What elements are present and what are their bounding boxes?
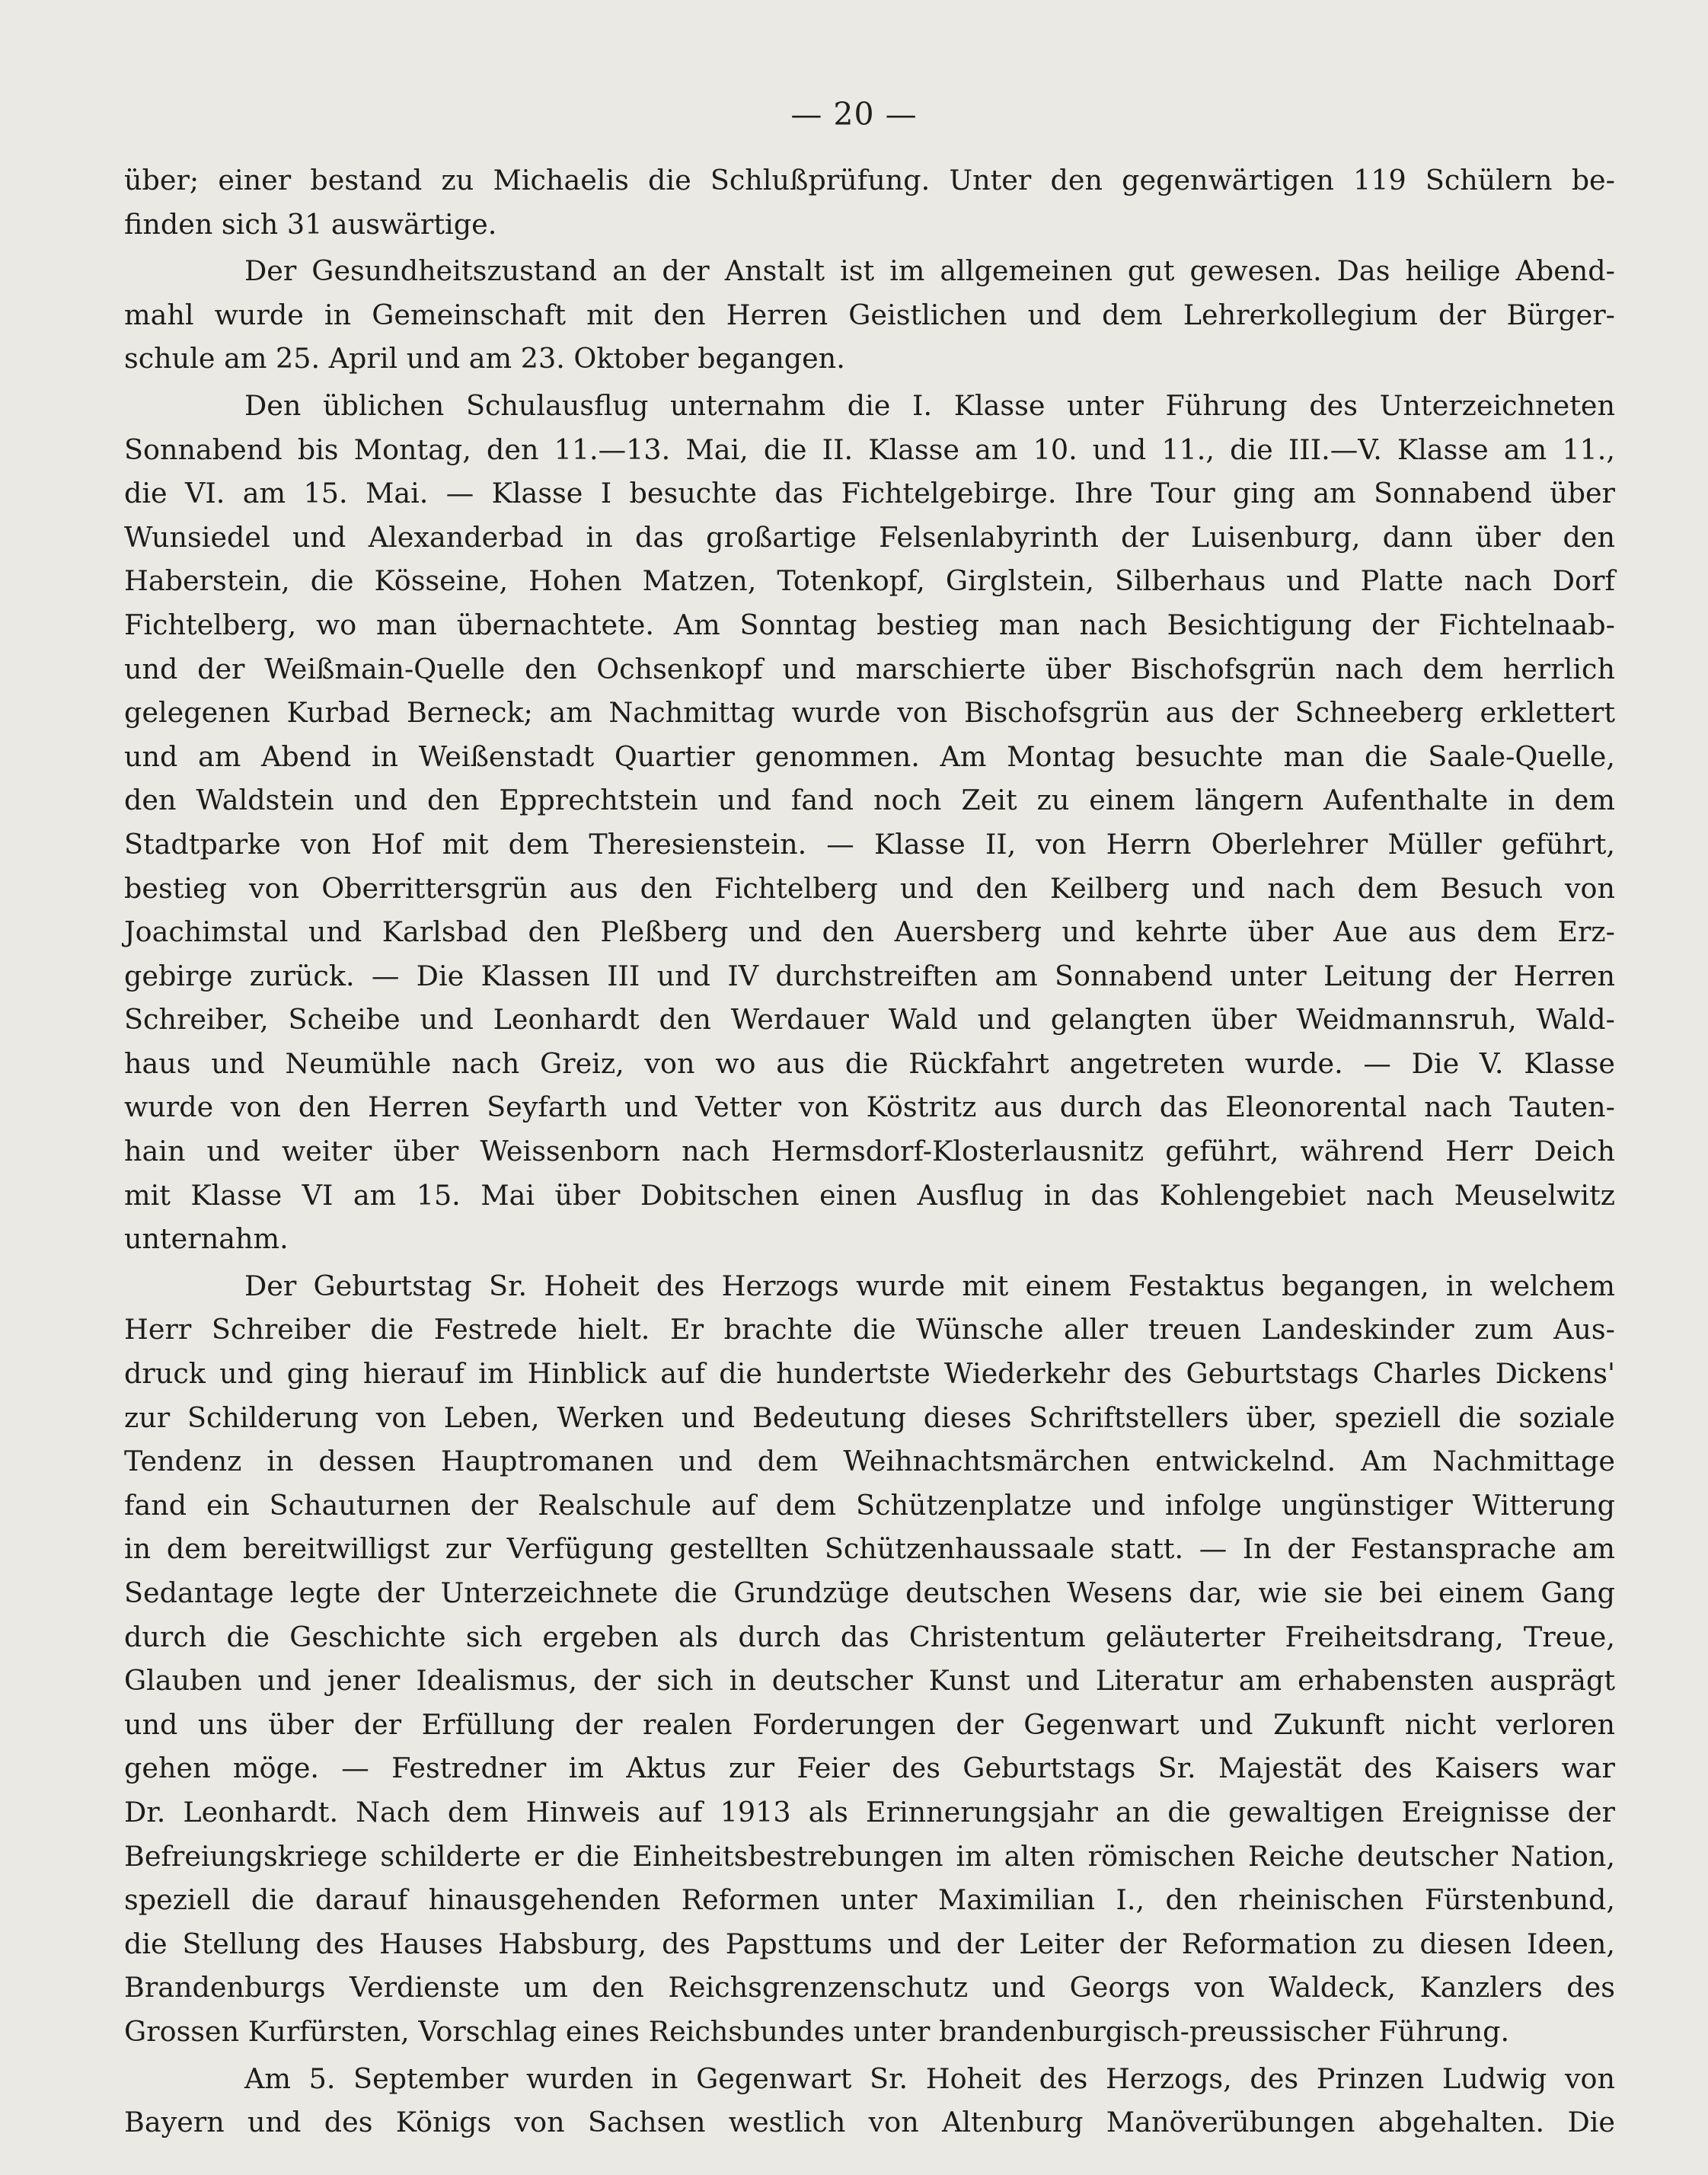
text-line: bestieg von Oberrittersgrün aus den Fichtelberg und den Keilberg und nach dem Besuch von	[124, 871, 1615, 905]
text-line: mahl wurde in Gemeinschaft mit den Herren Geistlichen und dem Lehrerkollegium der Bürger-	[124, 298, 1615, 331]
paragraph	[124, 249, 1615, 381]
text-line: durch die Geschichte sich ergeben als durch das Christentum geläuterter Freiheitsdrang, Treue,	[124, 1620, 1615, 1653]
text-line: Am 5. September wurden in Gegenwart Sr. Hoheit des Herzogs, des Prinzen Ludwig von	[244, 2062, 1615, 2095]
text-line: gebirge zurück. — Die Klassen III und IV durchstreiften am Sonnabend unter Leitung der Herren	[124, 959, 1615, 992]
text-line: Glauben und jener Idealismus, der sich in deutscher Kunst und Literatur am erhabensten ausprägt	[124, 1664, 1615, 1698]
text-line: Den üblichen Schulausflug unternahm die I. Klasse unter Führung des Unterzeichneten	[244, 388, 1615, 422]
text-line: in dem bereitwilligst zur Verfügung gestellten Schützenhaussaale statt. — In der Festansprache am	[124, 1532, 1615, 1566]
text-line: und uns über der Erfüllung der realen Forderungen der Gegenwart und Zukunft nicht verloren	[124, 1707, 1615, 1741]
text-line: Haberstein, die Kösseine, Hohen Matzen, Totenkopf, Girglstein, Silberhaus und Platte nach Dorf	[124, 564, 1615, 598]
text-line: und am Abend in Weißenstadt Quartier genommen. Am Montag besuchte man die Saale-Quelle,	[124, 739, 1615, 773]
paragraph	[124, 384, 1615, 1261]
text-line: Sedantage legte der Unterzeichnete die Grundzüge deutschen Wesens dar, wie sie bei einem Gang	[124, 1576, 1615, 1609]
text-line: Bayern und des Königs von Sachsen westlich von Altenburg Manöverübungen abgehalten. Die	[124, 2106, 1615, 2139]
text-line: Brandenburgs Verdienste um den Reichsgrenzenschutz und Georgs von Waldeck, Kanzlers des	[124, 1971, 1615, 2004]
paragraph	[124, 158, 1615, 246]
text-line: unternahm.	[124, 1222, 289, 1256]
text-line: zur Schilderung von Leben, Werken und Bedeutung dieses Schriftstellers über, speziell die soziale	[124, 1400, 1615, 1434]
text-line: Tendenz in dessen Hauptromanen und dem Weihnachtsmärchen entwickelnd. Am Nachmittage	[124, 1445, 1615, 1478]
text-line: gelegenen Kurbad Berneck; am Nachmittag wurde von Bischofsgrün aus der Schneeberg erklettert	[124, 696, 1615, 730]
text-line: Stadtparke von Hof mit dem Theresienstein. — Klasse II, von Herrn Oberlehrer Müller geführt,	[124, 827, 1615, 861]
body-text	[124, 158, 1615, 2145]
text-line: Der Geburtstag Sr. Hoheit des Herzogs wurde mit einem Festaktus begangen, in welchem	[244, 1269, 1615, 1302]
text-line: wurde von den Herren Seyfarth und Vetter von Köstritz aus durch das Eleonorental nach Tauten-	[124, 1091, 1615, 1124]
text-line: schule am 25. April und am 23. Oktober begangen.	[124, 342, 845, 375]
text-line: Joachimstal und Karlsbad den Pleßberg und den Auersberg und kehrte über Aue aus dem Erz-	[124, 915, 1615, 949]
text-line: Sonnabend bis Montag, den 11.—13. Mai, die II. Klasse am 10. und 11., die III.—V. Klasse am 11.,	[124, 433, 1615, 466]
text-line: haus und Neumühle nach Greiz, von wo aus die Rückfahrt angetreten wurde. — Die V. Klasse	[124, 1046, 1615, 1080]
paragraph	[124, 1264, 1615, 2054]
text-line: über; einer bestand zu Michaelis die Schlußprüfung. Unter den gegenwärtigen 119 Schülern be-	[124, 164, 1615, 196]
text-line: finden sich 31 auswärtige.	[124, 207, 497, 241]
text-line: und der Weißmain-Quelle den Ochsenkopf und marschierte über Bischofsgrün nach dem herrlich	[124, 652, 1615, 685]
text-line: Fichtelberg, wo man übernachtete. Am Sonntag bestieg man nach Besichtigung der Fichtelnaab-	[124, 608, 1615, 641]
text-line: Schreiber, Scheibe und Leonhardt den Werdauer Wald und gelangten über Weidmannsruh, Wald-	[124, 1003, 1615, 1036]
text-line: die VI. am 15. Mai. — Klasse I besuchte das Fichtelgebirge. Ihre Tour ging am Sonnabend über	[124, 477, 1615, 510]
text-line: hain und weiter über Weissenborn nach Hermsdorf-Klosterlausnitz geführt, während Herr Deich	[124, 1135, 1615, 1168]
text-line: Wunsiedel und Alexanderbad in das großartige Felsenlabyrinth der Luisenburg, dann über den	[124, 520, 1615, 554]
text-line: mit Klasse VI am 15. Mai über Dobitschen einen Ausflug in das Kohlengebiet nach Meuselwitz	[124, 1178, 1615, 1212]
text-line: speziell die darauf hinausgehenden Reformen unter Maximilian I., den rheinischen Fürstenbund,	[124, 1883, 1615, 1917]
text-line: Befreiungskriege schilderte er die Einheitsbestrebungen im alten römischen Reiche deutscher Nation,	[124, 1839, 1615, 1873]
text-line: druck und ging hierauf im Hinblick auf die hundertste Wiederkehr des Geburtstags Charles Dickens'	[124, 1357, 1615, 1391]
text-line: Der Gesundheitszustand an der Anstalt ist im allgemeinen gut gewesen. Das heilige Abend-	[244, 254, 1615, 288]
page-number: — 20 —	[790, 96, 918, 133]
text-line: Dr. Leonhardt. Nach dem Hinweis auf 1913 als Erinnerungsjahr an die gewaltigen Ereignisse der	[124, 1795, 1615, 1828]
text-line: Grossen Kurfürsten, Vorschlag eines Reichsbundes unter brandenburgisch-preussischer Führung.	[124, 2014, 1510, 2048]
text-line: die Stellung des Hauses Habsburg, des Papsttums und der Leiter der Reformation zu diesen Ideen,	[124, 1927, 1615, 1960]
text-line: Herr Schreiber die Festrede hielt. Er brachte die Wünsche aller treuen Landeskinder zum Aus-	[124, 1313, 1615, 1346]
paragraph	[124, 2057, 1615, 2145]
text-line: fand ein Schauturnen der Realschule auf dem Schützenplatze und infolge ungünstiger Witterung	[124, 1488, 1615, 1522]
text-line: den Waldstein und den Epprechtstein und fand noch Zeit zu einem längern Aufenthalte in dem	[124, 784, 1615, 817]
text-line: gehen möge. — Festredner im Aktus zur Feier des Geburtstags Sr. Majestät des Kaisers war	[124, 1752, 1615, 1785]
